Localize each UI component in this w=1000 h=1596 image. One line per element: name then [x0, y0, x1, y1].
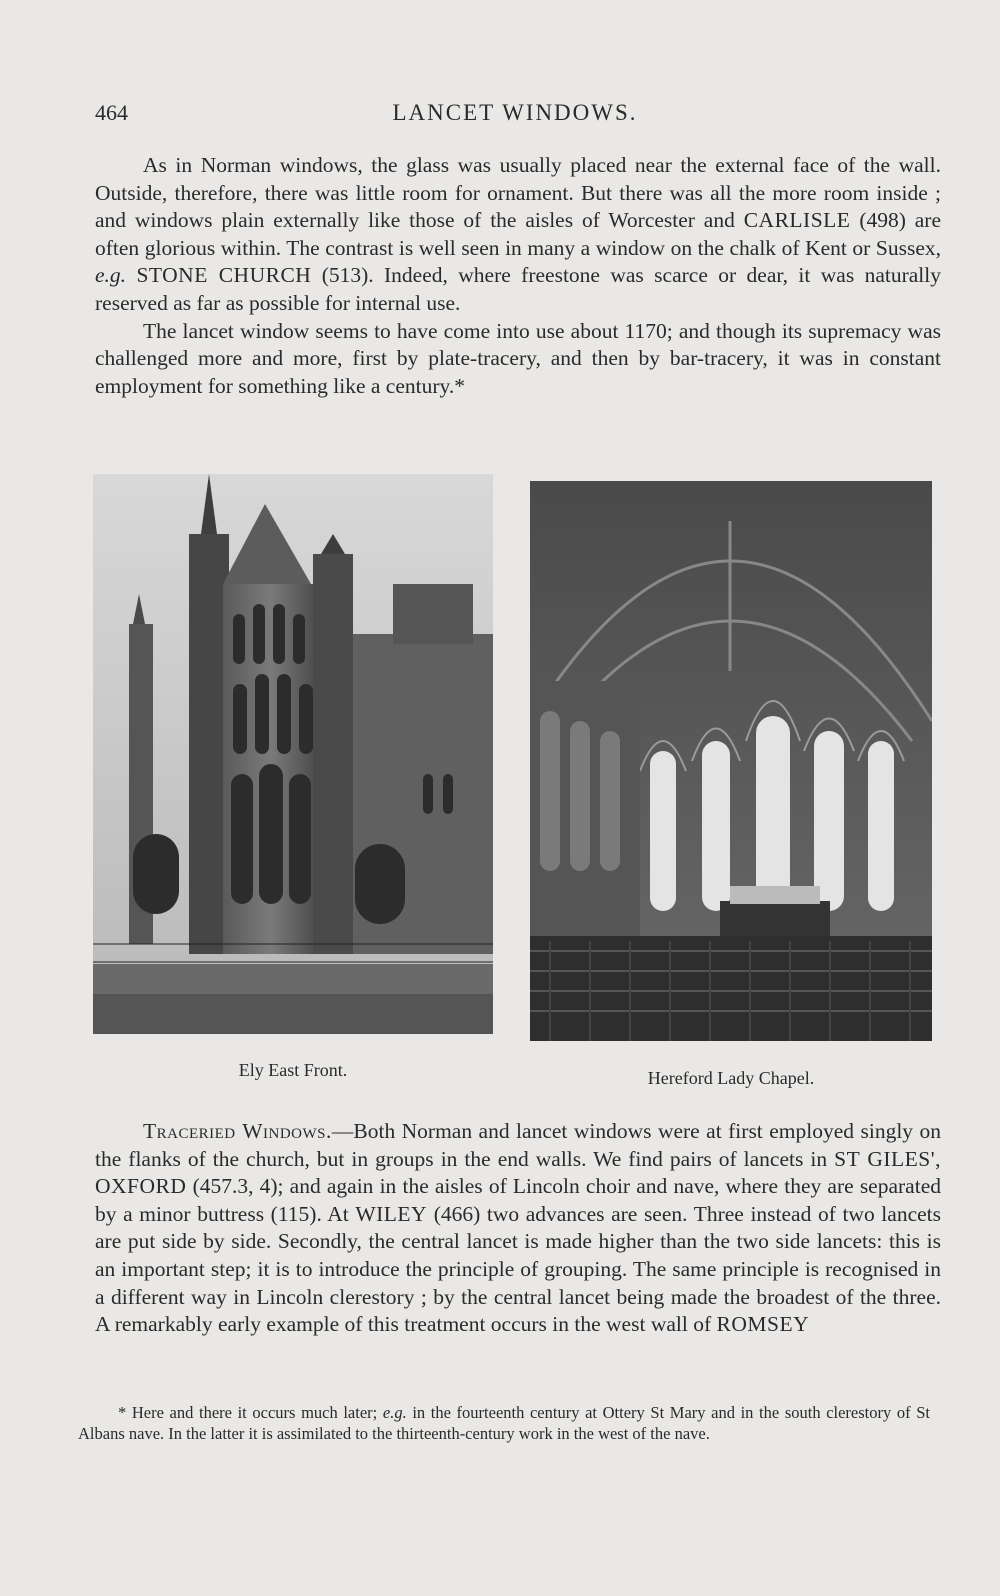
ely-cathedral-illustration	[93, 474, 493, 1034]
paragraph-3: Traceried Windows.—Both Norman and lancet windows were at first employed singly on the flanks of the church, but in groups in the end walls. We find pairs of lancets in ST GILES', OXFORD (457.3, 4); and again in the aisles of Lincoln choir and nave, where they are separated by a minor buttress (115). At WILEY (466) two advances are seen. Three instead of two lancets are put side by side. Secondly, the central lancet is made higher than the two side lancets: this is an important step; it is to introduce the principle of grouping. The same principle is recognised in a different way in Lincoln clerestory ; by the central lancet being made the broadest of the three. A remarkably early example of this treatment occurs in the west wall of ROMSEY	[95, 1119, 942, 1337]
page-number: 464	[95, 100, 128, 125]
page-header	[95, 100, 935, 134]
ely-east-front-photo	[93, 474, 493, 1034]
paragraph-1: As in Norman windows, the glass was usually placed near the external face of the wall. Outside, therefore, there was little room for ornament. But there was all the more room inside ; and windows plain externally like those of the aisles of Worcester and CARLISLE (498) are often glorious within. The contrast is well seen in many a window on the chalk of Kent or Sussex, e.g. STONE CHURCH (513). Indeed, where freestone was scarce or dear, it was naturally reserved as far as possible for internal use.	[95, 153, 941, 315]
body-text-top	[95, 152, 941, 400]
running-title: LANCET WINDOWS.	[392, 100, 638, 125]
right-photo-caption: Hereford Lady Chapel.	[647, 1068, 815, 1088]
body-text-bottom	[95, 1118, 941, 1339]
footnote: * Here and there it occurs much later; e.g. in the fourteenth century at Ottery St Mary and in the south clerestory of St Albans nave. In the latter it is assimilated to the thirteenth-century work in the west of the nave.	[78, 1403, 930, 1443]
hereford-lady-chapel-photo	[530, 481, 932, 1041]
paragraph-2: The lancet window seems to have come into use about 1170; and though its supremacy was challenged more and more, first by plate-tracery, and then by bar-tracery, it was in constant employment for something like a century.*	[95, 318, 941, 398]
left-photo-caption: Ely East Front.	[238, 1060, 348, 1080]
hereford-chapel-illustration	[530, 481, 932, 1041]
